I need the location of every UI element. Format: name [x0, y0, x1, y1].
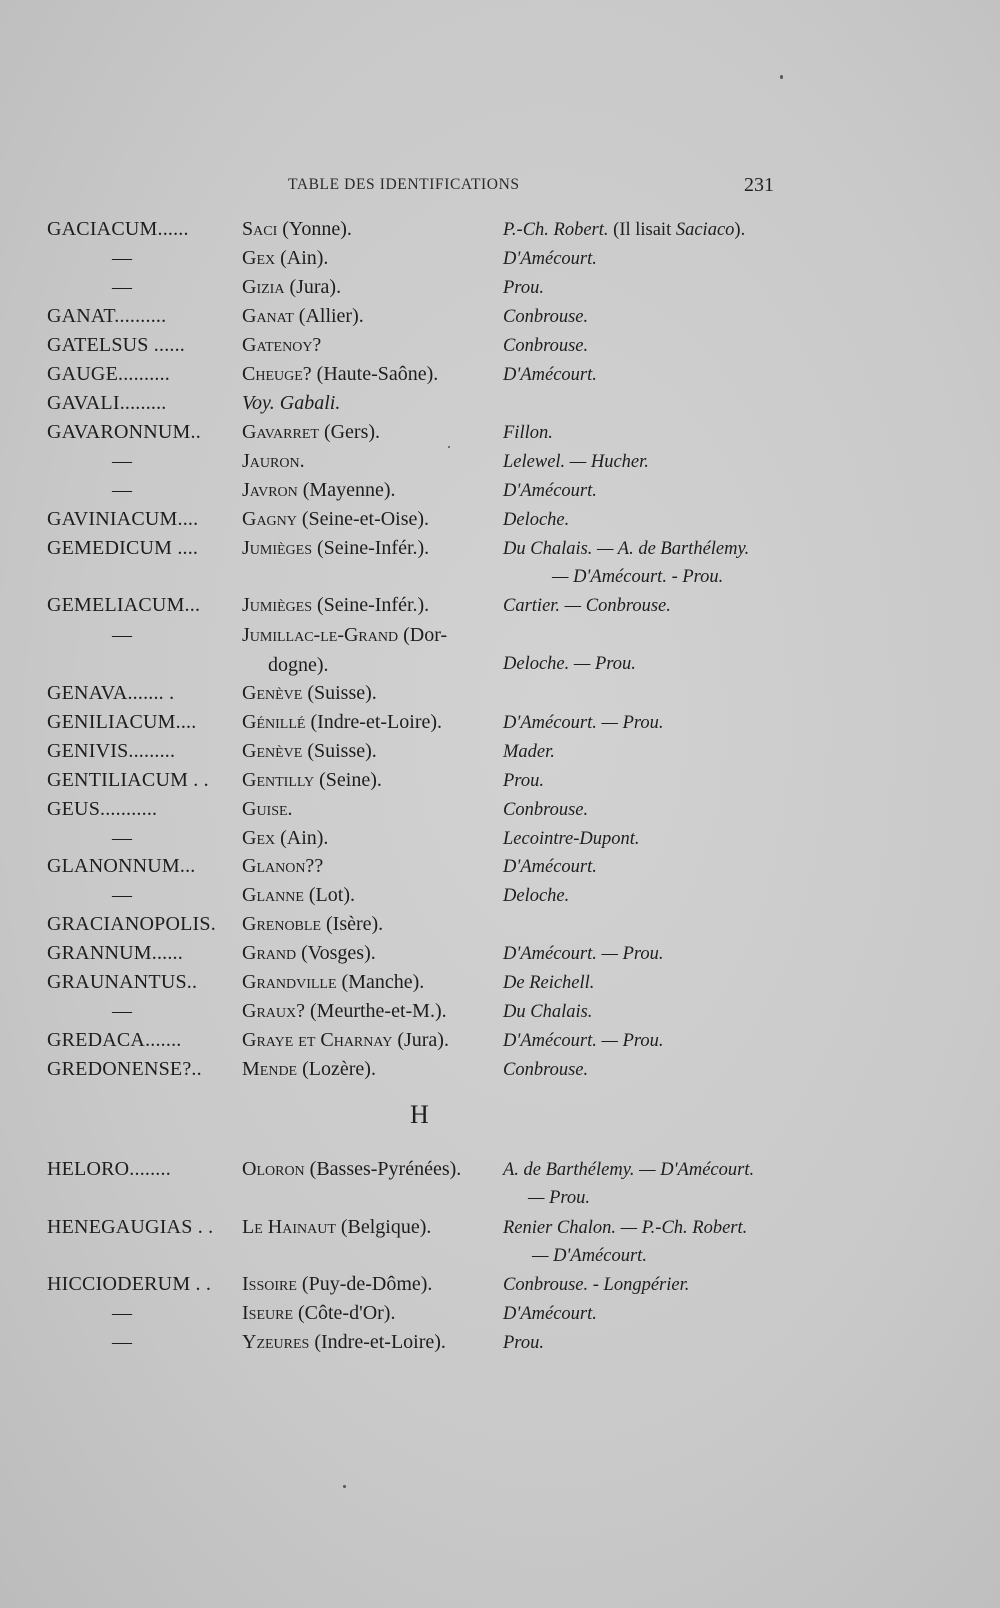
place-name: Jumillac-le-Grand	[242, 624, 399, 646]
authority-names: Du Chalais.	[503, 1002, 593, 1022]
table-row	[0, 421, 1000, 451]
latin-name: GENTILIACUM . .	[47, 769, 209, 791]
place-name: Grenoble	[242, 913, 321, 935]
place-region: (Côte-d'Or).	[293, 1302, 396, 1324]
authority	[503, 1060, 588, 1081]
latin-name: —	[112, 1302, 133, 1324]
authority	[503, 829, 640, 850]
authority-continuation: — D'Amécourt.	[532, 1246, 647, 1266]
authority	[503, 596, 671, 617]
authority	[503, 1218, 747, 1239]
latin-name: GLANONNUM...	[47, 855, 196, 877]
authority-continuation: — Prou.	[528, 1188, 591, 1208]
place-name: Gagny	[242, 508, 297, 530]
authority	[503, 220, 745, 241]
authority-names: Prou.	[503, 1333, 544, 1353]
place-region: (Suisse).	[302, 740, 377, 762]
table-row	[0, 884, 1000, 914]
table-row	[0, 218, 1000, 248]
latin-name: HELORO........	[47, 1158, 171, 1180]
latin-name: GACIACUM......	[47, 218, 189, 240]
authority-names: D'Amécourt.	[503, 365, 597, 385]
place-region: (Basses-Pyrénées).	[304, 1158, 462, 1180]
latin-name: —	[112, 624, 133, 646]
authority-names: D'Amécourt. — Prou.	[503, 944, 664, 964]
latin-name: GRANNUM......	[47, 942, 183, 964]
authority-names: Renier Chalon. — P.-Ch. Robert.	[503, 1218, 748, 1238]
latin-name: GEUS...........	[47, 798, 158, 820]
table-row	[0, 276, 1000, 306]
table-row	[0, 305, 1000, 335]
latin-name: GAUGE..........	[47, 363, 170, 385]
authority-names: D'Amécourt. — Prou.	[503, 713, 664, 733]
place-name: Gatenoy?	[242, 334, 322, 356]
place-name: Gizia	[242, 276, 285, 298]
modern-place	[242, 1158, 461, 1181]
place-name: Saci	[242, 218, 278, 240]
table-row	[0, 913, 1000, 943]
authority-names: Conbrouse.	[503, 307, 589, 327]
table-row	[0, 392, 1000, 422]
modern-place	[242, 682, 377, 705]
authority	[503, 857, 597, 878]
paper-speck	[448, 446, 450, 448]
authority	[503, 481, 597, 502]
page-number: 231	[744, 174, 774, 196]
place-name: Genève	[242, 682, 303, 704]
place-name: Ganat	[242, 305, 294, 327]
authority-names: Fillon.	[503, 423, 553, 443]
authority	[503, 713, 664, 734]
place-name: Glanon??	[242, 855, 324, 877]
place-region: (Lot).	[303, 884, 355, 906]
modern-place	[242, 276, 341, 299]
authority	[503, 1333, 544, 1354]
table-row	[0, 769, 1000, 799]
authority-names: Lecointre-Dupont.	[503, 829, 640, 849]
place-region: (Haute-Saône).	[311, 363, 439, 385]
authority-names: D'Amécourt.	[503, 1304, 597, 1324]
latin-name: —	[112, 479, 133, 501]
place-region: (Allier).	[293, 305, 364, 327]
place-name: Jumièges	[242, 594, 313, 616]
place-name: Gex	[242, 827, 276, 849]
authority-names: P.-Ch. Robert.	[503, 220, 609, 240]
table-row	[0, 1331, 1000, 1361]
place-region: (Ain).	[275, 247, 329, 269]
place-region: (Seine-Infér.).	[312, 537, 430, 559]
table-row	[0, 711, 1000, 741]
place-name: Graux?	[242, 1000, 305, 1022]
authority-names: Conbrouse. - Longpérier.	[503, 1275, 690, 1295]
modern-place	[242, 537, 429, 560]
authority	[503, 307, 588, 328]
modern-place	[242, 971, 424, 994]
table-row	[0, 537, 1000, 587]
latin-name: GAVARONNUM..	[47, 421, 201, 443]
place-name: Yzeures	[242, 1331, 310, 1353]
authority-names: D'Amécourt.	[503, 857, 597, 877]
place-name: Javron	[242, 479, 298, 501]
table-row	[0, 450, 1000, 480]
modern-place	[242, 740, 377, 763]
latin-name: —	[112, 1000, 133, 1022]
place-region: (Manche).	[336, 971, 425, 993]
latin-name: GRAUNANTUS..	[47, 971, 198, 993]
latin-name: GATELSUS ......	[47, 334, 186, 356]
latin-name: GEMELIACUM...	[47, 594, 201, 616]
modern-place	[242, 942, 376, 965]
table-row	[0, 1058, 1000, 1088]
modern-place	[242, 450, 305, 473]
authority-names: D'Amécourt. — Prou.	[503, 1031, 664, 1051]
place-name: Gavarret	[242, 421, 319, 443]
place-region: (Seine).	[314, 769, 382, 791]
authority	[503, 249, 597, 270]
authority	[503, 539, 749, 560]
table-row	[0, 1216, 1000, 1266]
table-row	[0, 247, 1000, 277]
modern-place	[242, 1058, 376, 1081]
place-name: Jumièges	[242, 537, 313, 559]
modern-place	[242, 305, 364, 328]
modern-place	[242, 1029, 449, 1052]
table-row	[0, 1273, 1000, 1303]
table-row	[0, 479, 1000, 509]
authority-names: Deloche.	[503, 510, 570, 530]
latin-name: —	[112, 1331, 133, 1353]
place-continuation: dogne).	[268, 654, 329, 676]
authority-names: Mader.	[503, 742, 555, 762]
authority	[503, 1002, 592, 1023]
authority-names: Lelewel. — Hucher.	[503, 452, 649, 472]
authority-note: (Il lisait	[608, 220, 676, 240]
authority	[503, 1031, 664, 1052]
modern-place	[242, 798, 293, 821]
place-name: Gex	[242, 247, 276, 269]
latin-name: HENEGAUGIAS . .	[47, 1216, 214, 1238]
latin-name: HICCIODERUM . .	[47, 1273, 212, 1295]
place-region: (Suisse).	[302, 682, 377, 704]
place-name: Graye et Charnay	[242, 1029, 393, 1051]
table-row	[0, 798, 1000, 828]
modern-place	[242, 421, 380, 444]
authority-names: D'Amécourt.	[503, 481, 597, 501]
authority-note-end: ).	[734, 220, 746, 240]
table-row	[0, 855, 1000, 885]
latin-name: —	[112, 884, 133, 906]
place-region: (Jura).	[392, 1029, 449, 1051]
place-region: (Belgique).	[335, 1216, 432, 1238]
place-name: Issoire	[242, 1273, 297, 1295]
place-name: Le Hainaut	[242, 1216, 336, 1238]
place-region: (Mayenne).	[297, 479, 396, 501]
authority	[503, 1304, 597, 1325]
table-row	[0, 1158, 1000, 1208]
place-name: Jauron.	[242, 450, 305, 472]
authority-names: Deloche.	[503, 886, 570, 906]
authority-names: Cartier. — Conbrouse.	[503, 596, 671, 616]
table-row	[0, 594, 1000, 624]
authority-names: A. de Barthélemy. — D'Amécourt.	[503, 1160, 755, 1180]
place-name: Grandville	[242, 971, 337, 993]
authority-continuation: Deloche. — Prou.	[503, 654, 636, 674]
modern-place	[242, 711, 442, 734]
authority-names: Conbrouse.	[503, 336, 589, 356]
latin-name: GRACIANOPOLIS.	[47, 913, 216, 935]
modern-place	[242, 913, 383, 936]
place-region: (Seine-Infér.).	[312, 594, 430, 616]
latin-name: GENIVIS.........	[47, 740, 176, 762]
table-row	[0, 334, 1000, 364]
table-row	[0, 740, 1000, 770]
authority-names: D'Amécourt.	[503, 249, 597, 269]
running-head	[0, 174, 1000, 204]
table-row	[0, 1000, 1000, 1030]
modern-place	[242, 247, 328, 270]
modern-place	[242, 392, 340, 415]
modern-place	[242, 884, 355, 907]
place-name: Cheuge?	[242, 363, 312, 385]
authority	[503, 1160, 754, 1181]
table-row	[0, 682, 1000, 712]
modern-place	[242, 855, 323, 878]
modern-place	[242, 1331, 446, 1354]
authority	[503, 973, 594, 994]
place-name: Grand	[242, 942, 297, 964]
place-region: (Ain).	[275, 827, 329, 849]
table-row	[0, 971, 1000, 1001]
modern-place	[242, 479, 396, 502]
latin-name: GAVALI.........	[47, 392, 167, 414]
authority	[503, 452, 649, 473]
latin-name: GENILIACUM....	[47, 711, 197, 733]
table-row	[0, 1029, 1000, 1059]
latin-name: —	[112, 247, 133, 269]
section-letter-h: H	[410, 1100, 429, 1129]
latin-name: —	[112, 450, 133, 472]
authority	[503, 800, 588, 821]
table-row	[0, 363, 1000, 393]
authority	[503, 1275, 689, 1296]
authority-note-reading: Saciaco	[675, 220, 735, 240]
table-row	[0, 942, 1000, 972]
place-name: Oloron	[242, 1158, 305, 1180]
authority-names: Prou.	[503, 278, 544, 298]
authority	[503, 365, 597, 386]
table-row	[0, 624, 1000, 676]
place-region: (Dor-	[398, 624, 448, 646]
authority	[503, 510, 569, 531]
modern-place	[242, 334, 321, 357]
place-region: (Indre-et-Loire).	[309, 1331, 446, 1353]
authority-names: Conbrouse.	[503, 1060, 589, 1080]
place-region: (Gers).	[318, 421, 381, 443]
latin-name: GEMEDICUM ....	[47, 537, 199, 559]
table-row	[0, 508, 1000, 538]
place-name: Mende	[242, 1058, 298, 1080]
place-region: (Vosges).	[296, 942, 376, 964]
place-region: (Indre-et-Loire).	[305, 711, 443, 733]
modern-place	[242, 1216, 431, 1239]
modern-place	[242, 1302, 395, 1325]
modern-place	[242, 1000, 447, 1023]
table-row	[0, 827, 1000, 857]
modern-place	[242, 363, 438, 386]
place-region: (Puy-de-Dôme).	[296, 1273, 433, 1295]
modern-place	[242, 594, 429, 617]
place-name: Glanne	[242, 884, 304, 906]
modern-place	[242, 508, 429, 531]
running-title: TABLE DES IDENTIFICATIONS	[288, 176, 520, 193]
modern-place	[242, 1273, 432, 1296]
table-row	[0, 1302, 1000, 1332]
modern-place	[242, 624, 447, 647]
authority	[503, 742, 555, 763]
authority-names: Conbrouse.	[503, 800, 589, 820]
place-region: (Meurthe-et-M.).	[305, 1000, 447, 1022]
place-name: Guise.	[242, 798, 293, 820]
authority	[503, 771, 544, 792]
latin-name: GENAVA....... .	[47, 682, 175, 704]
place-region: (Isère).	[321, 913, 384, 935]
authority-names: Prou.	[503, 771, 544, 791]
place-region: (Lozère).	[297, 1058, 376, 1080]
latin-name: GANAT..........	[47, 305, 167, 327]
place-name: Voy. Gabali.	[242, 392, 341, 414]
authority	[503, 278, 544, 299]
place-name: Gentilly	[242, 769, 315, 791]
latin-name: —	[112, 276, 133, 298]
latin-name: GREDONENSE?..	[47, 1058, 202, 1080]
place-name: Iseure	[242, 1302, 293, 1324]
authority-names: Du Chalais. — A. de Barthélemy.	[503, 539, 750, 559]
authority	[503, 423, 553, 444]
authority	[503, 886, 569, 907]
authority	[503, 336, 588, 357]
place-name: Genève	[242, 740, 303, 762]
authority	[503, 944, 664, 965]
latin-name: GAVINIACUM....	[47, 508, 199, 530]
authority-names: De Reichell.	[503, 973, 595, 993]
modern-place	[242, 218, 352, 241]
modern-place	[242, 769, 382, 792]
paper-speck	[780, 75, 783, 79]
place-region: (Yonne).	[277, 218, 352, 240]
place-name: Génillé	[242, 711, 306, 733]
authority-continuation: — D'Amécourt. - Prou.	[552, 567, 724, 587]
place-region: (Jura).	[284, 276, 342, 298]
modern-place	[242, 827, 328, 850]
latin-name: GREDACA.......	[47, 1029, 182, 1051]
place-region: (Seine-et-Oise).	[296, 508, 430, 530]
paper-speck	[343, 1485, 346, 1488]
latin-name: —	[112, 827, 133, 849]
